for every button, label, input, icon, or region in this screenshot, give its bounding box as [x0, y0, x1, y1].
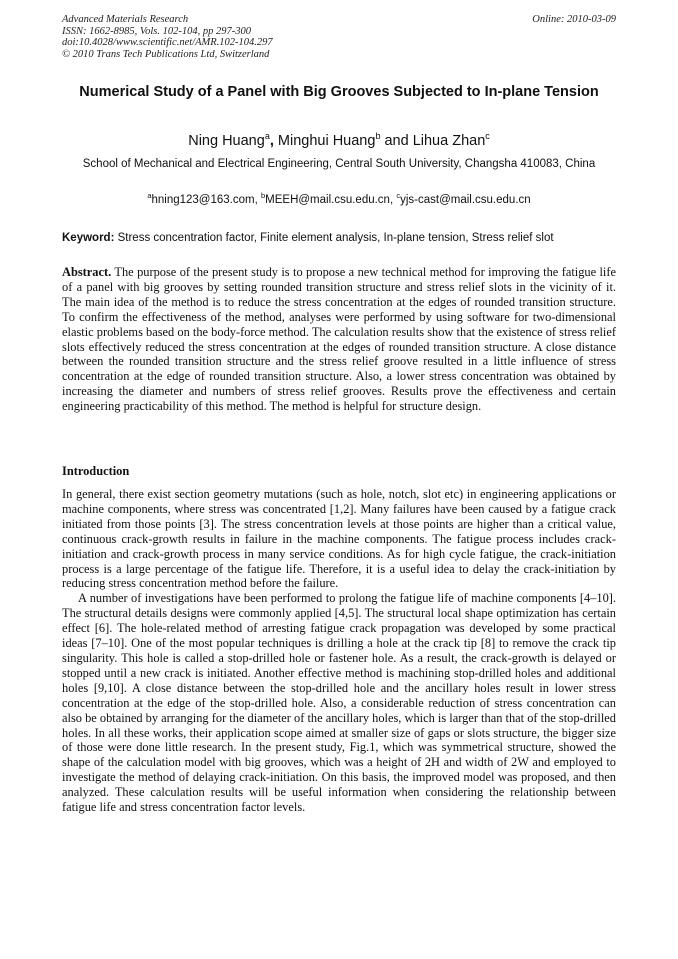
email-mark: c	[396, 191, 401, 201]
author-mark: a	[264, 131, 270, 142]
abstract	[62, 265, 616, 414]
email-address: MEEH@mail.csu.edu.cn	[265, 194, 390, 206]
section-heading: Introduction	[62, 464, 130, 478]
author-name: Minghui Huang	[277, 133, 376, 149]
issn-line: ISSN: 1662-8985, Vols. 102-104, pp 297-300	[62, 25, 251, 37]
keywords-text: Stress concentration factor, Finite element analysis, In-plane tension, Stress relief slot	[117, 232, 554, 244]
email-address: hning123@163.com	[151, 194, 255, 206]
journal-header	[62, 14, 616, 60]
author-name: Ning Huang	[188, 133, 265, 149]
keywords	[62, 231, 616, 246]
keywords-label: Keyword:	[62, 232, 115, 244]
email-separator: ,	[254, 194, 261, 206]
journal-name: Advanced Materials Research	[62, 14, 189, 25]
online-date: Online: 2010-03-09	[532, 14, 616, 25]
introduction-body	[62, 487, 616, 815]
email-address: yjs-cast@mail.csu.edu.cn	[400, 194, 531, 206]
paper-title: Numerical Study of a Panel with Big Grooves Subjected to In-plane Tension	[79, 84, 599, 100]
author-mark: c	[485, 131, 490, 142]
email-mark: b	[260, 191, 266, 201]
author-mark: b	[375, 131, 381, 142]
affiliation: School of Mechanical and Electrical Engineering, Central South University, Changsha 410083, China	[82, 158, 596, 170]
doi-line: doi:10.4028/www.scientific.net/AMR.102-104.297	[62, 37, 273, 48]
abstract-label: Abstract.	[62, 265, 112, 279]
paragraph: A number of investigations have been performed to prolong the fatigue life of machine components [4–10]. The structural details designs were commonly applied [4,5]. The structural local shape optimization has certain effect [6]. The hole-related method of arresting fatigue crack propagation was developed by some practical ideas [7–10]. One of the most popular techniques is drilling a hole at the crack tip [8] to remove the crack tip singularity. This hole is called a stop-drilled hole or fastener hole. As a result, the crack-growth is delayed or stopped until a new crack is initiated. Another effective method is machining stop-drilled holes and additional holes [9,10]. A close distance between the stop-drilled hole and the ancillary holes result in lower stress concentration at the edge of the stop-drilled hole. Also, a considerable reduction of stress concentration can also be obtained by arranging for the diameter of the ancillary holes, which is larger than that of the stop-drilled holes. In all these works, their application scope aimed at smaller size of gaps or slots structure, the bigger size of those were done little research. In the present study, Fig.1, which was symmetrical structure, showed the shape of the calculation model with big grooves, which was a height of 2H and width of 2W and employed to investigate the method of delaying crack-initiation. On this basis, the improved model was proposed, and then analyzed. These calculation results will be useful information when considering the relationship between fatigue life and stress concentration factor levels.	[62, 591, 616, 815]
abstract-text: The purpose of the present study is to propose a new technical method for improving the fatigue life of a panel with big grooves by setting rounded transition structure and stress relief slots in the vicinity of it. The main idea of the method is to reduce the stress concentration at the edges of rounded transition structure. To confirm the effectiveness of the method, analyses were performed by using software for two-dimensional elastic problems based on the body-force method. The calculation results show that the existence of stress relief slots effectively reduced the stress concentration at the edges of rounded transition structure. A close distance between the rounded transition structure and the stress relief groove resulted in a little influence of stress concentration at the edge of rounded transition structure. Also, a lower stress concentration was obtained by increasing the diameter and numbers of stress relief grooves. Results prove the effectiveness and certain engineering practicability of this method. The method is helpful for structure design.	[62, 265, 617, 414]
author-separator: and	[380, 133, 413, 149]
email-list	[62, 193, 616, 208]
email-mark: a	[147, 191, 152, 201]
email-separator: ,	[389, 194, 397, 206]
copyright-line: © 2010 Trans Tech Publications Ltd, Switzerland	[62, 48, 270, 60]
paragraph: In general, there exist section geometry mutations (such as hole, notch, slot etc) in engineering applications or machine components, where stress was concentrated [1,2]. Many failures have been caused by a fatigue crack initiated from those points [3]. The stress concentration levels at those points are higher than a critical value, continuous crack-growth results in failure in the machine components. The fatigue process includes crack-initiation and crack-growth process in many service conditions. As for high cycle fatigue, the crack-initiation process is a large percentage of the fatigue life. Therefore, it is a useful idea to delay the crack-initiation by reducing stress concentration method before the failure.	[62, 487, 616, 591]
author-name: Lihua Zhan	[412, 133, 486, 149]
author-separator: ,	[269, 133, 278, 149]
author-list	[62, 132, 616, 150]
